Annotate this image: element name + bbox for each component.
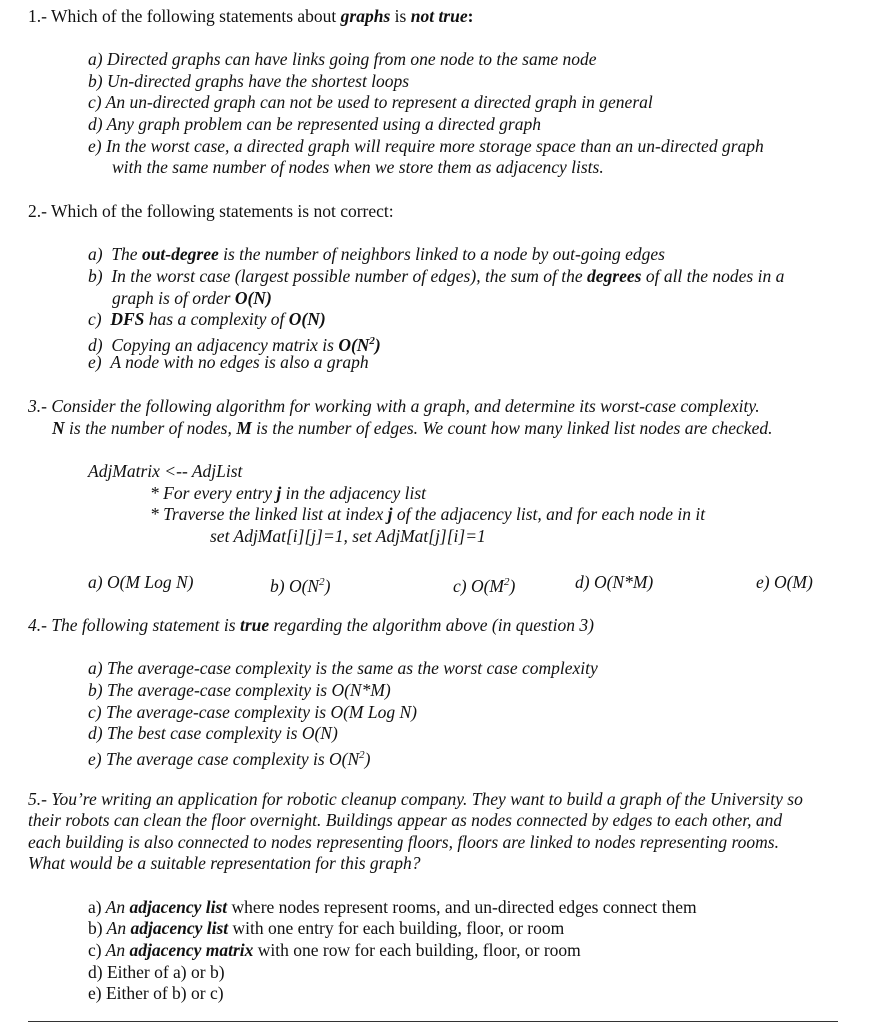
q2-option-d: d) Copying an adjacency matrix is $O(N^2)$ (88, 334, 381, 355)
algo-step-2: * Traverse the linked list at index j of the adjacency list, and for each node in it (150, 504, 706, 524)
question-3-title: 3.- Consider the following algorithm for working with a graph, and determine its worst-case complexity. (28, 396, 760, 416)
q1-option-e-continuation: with the same number of nodes when we store them as adjacency lists. (112, 157, 604, 177)
q2-option-e: e) A node with no edges is also a graph (88, 352, 369, 372)
q4-option-b: b) The average-case complexity is O(N*M) (88, 680, 391, 700)
q4-option-e: e) The average case complexity is $O(N^2)$ (88, 748, 371, 769)
question-5-line-2: their robots can clean the floor overnight. Buildings appear as nodes connected by edges to each other, and (28, 810, 783, 830)
q2-option-b-continuation: graph is of order O(N) (112, 288, 272, 308)
q3-answer-c: c) $O(M^2)$ (453, 575, 516, 596)
algo-step-1: * For every entry j in the adjacency list (150, 483, 427, 503)
q3-answer-d: d) O(N*M) (575, 572, 654, 592)
q1-option-a: a) Directed graphs can have links going from one node to the same node (88, 49, 597, 69)
q4-option-c: c) The average-case complexity is O(M Log N) (88, 702, 417, 722)
q5-option-c: c) An adjacency matrix with one row for each building, floor, or room (88, 940, 581, 960)
question-3-subtitle: N is the number of nodes, M is the number of edges. We count how many linked list nodes are checked. (52, 418, 773, 438)
q5-option-d: d) Either of a) or b) (88, 962, 225, 982)
bottom-divider (28, 1021, 838, 1022)
q1-option-b: b) Un-directed graphs have the shortest loops (88, 71, 410, 91)
q2-option-b: b) In the worst case (largest possible number of edges), the sum of the degrees of all the nodes in a (88, 266, 785, 286)
algo-step-3: set AdjMat[i][j]=1, set AdjMat[j][i]=1 (210, 526, 486, 546)
q1-term-not-true: not true (410, 6, 468, 26)
q2-option-a: a) The out-degree is the number of neighbors linked to a node by out-going edges (88, 244, 665, 264)
q4-option-a: a) The average-case complexity is the same as the worst case complexity (88, 658, 598, 678)
algo-title: AdjMatrix <-- AdjList (88, 461, 243, 481)
question-5-line-1: 5.- You’re writing an application for robotic cleanup company. They want to build a graph of the University so (28, 789, 803, 809)
question-2-title: 2.- Which of the following statements is not correct: (28, 201, 394, 221)
q5-option-a: a) An adjacency list where nodes represent rooms, and un-directed edges connect them (88, 897, 697, 917)
q5-option-b: b) An adjacency list with one entry for each building, floor, or room (88, 918, 565, 938)
q1-term-graphs: graphs (340, 6, 391, 26)
q5-option-e: e) Either of b) or c) (88, 983, 224, 1003)
question-5-line-3: each building is also connected to nodes representing floors, floors are linked to nodes representing rooms. (28, 832, 779, 852)
q3-answer-e: e) O(M) (756, 572, 813, 592)
question-4-title: 4.- The following statement is true regarding the algorithm above (in question 3) (28, 615, 594, 635)
q3-answer-a: a) O(M Log N) (88, 572, 194, 592)
q3-answer-b: b) $O(N^2)$ (270, 575, 331, 596)
q1-option-c: c) An un-directed graph can not be used to represent a directed graph in general (88, 92, 653, 112)
q1-option-e: e) In the worst case, a directed graph will require more storage space than an un-directed graph (88, 136, 764, 156)
question-5-line-4: What would be a suitable representation for this graph? (28, 853, 421, 873)
q1-option-d: d) Any graph problem can be represented using a directed graph (88, 114, 541, 134)
q2-option-c: c) DFS has a complexity of O(N) (88, 309, 326, 329)
question-1-title: 1.- Which of the following statements about graphs is not true: (28, 6, 474, 26)
q4-option-d: d) The best case complexity is O(N) (88, 723, 338, 743)
